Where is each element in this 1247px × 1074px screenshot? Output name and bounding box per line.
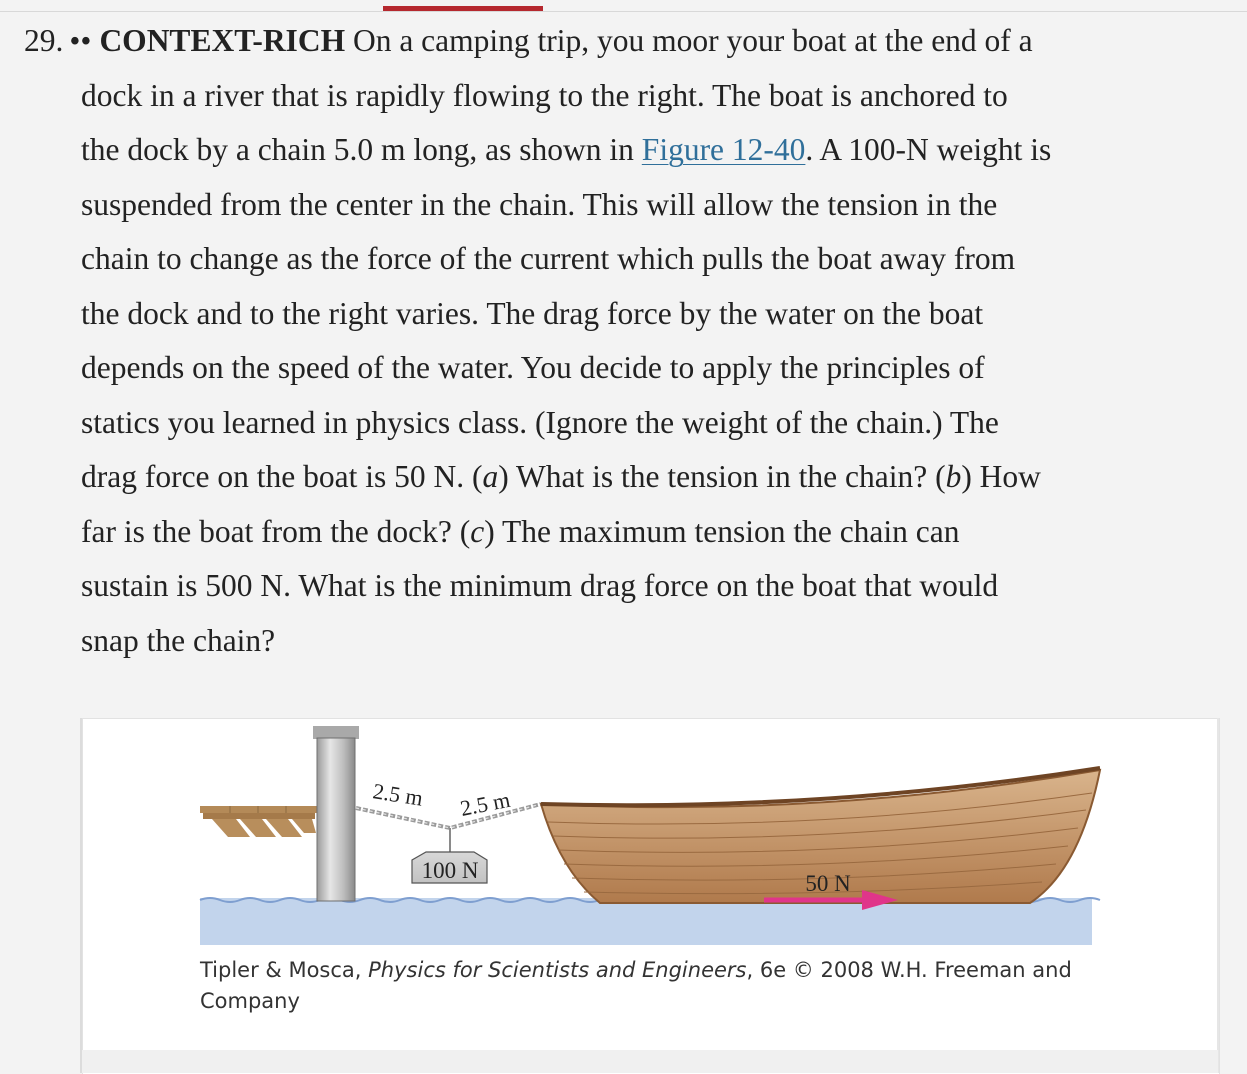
- problem-line-2: dock in a river that is rapidly flowing to the right. The boat is anchored to: [81, 77, 1008, 113]
- dock: [200, 806, 318, 837]
- part-b-label: b: [945, 459, 962, 494]
- caption-line-1: [200, 955, 1100, 986]
- problem-number: 29.: [24, 23, 64, 58]
- line-9-part-1: drag force on the boat is 50 N. (: [81, 459, 483, 494]
- line-10-part-2: ) The maximum tension the chain can: [484, 513, 960, 549]
- problem-line-7: depends on the speed of the water. You decide to apply the principles of: [81, 350, 985, 385]
- left-length-label: 2.5 m: [371, 778, 425, 811]
- weight-label: 100 N: [421, 858, 479, 883]
- figure-caption: [200, 955, 1100, 1017]
- caption-authors: Tipler & Mosca,: [200, 958, 369, 982]
- water: [200, 898, 1092, 945]
- right-length-label: 2.5 m: [458, 786, 513, 821]
- figure-link[interactable]: Figure 12-40: [641, 132, 806, 167]
- caption-publisher: , 6e © 2008 W.H. Freeman and: [746, 958, 1072, 982]
- problem-line-11: sustain is 500 N. What is the minimum drag force on the boat that would: [81, 568, 999, 603]
- difficulty-dots: ••: [69, 23, 92, 58]
- problem-line-4: suspended from the center in the chain. This will allow the tension in the: [81, 186, 998, 222]
- chain: [356, 804, 541, 852]
- problem-line-6: the dock and to the right varies. The drag force by the water on the boat: [81, 295, 984, 331]
- caption-line-2: Company: [200, 989, 300, 1013]
- part-c-label: c: [470, 513, 485, 549]
- line-3-before: the dock by a chain 5.0 m long, as shown in: [81, 132, 642, 167]
- line-10-part-1: far is the boat from the dock? (: [81, 513, 471, 549]
- part-a-label: a: [482, 459, 499, 494]
- problem-tag: CONTEXT-RICH: [99, 23, 346, 58]
- problem-line-8: statics you learned in physics class. (Ignore the weight of the chain.) The: [81, 404, 999, 440]
- problem-line-12: snap the chain?: [81, 622, 276, 658]
- line-3-after: . A 100-N weight is: [805, 132, 1052, 167]
- drag-force-label: 50 N: [805, 871, 851, 896]
- problem-line-1-text: On a camping trip, you moor your boat at the end of a: [352, 23, 1033, 58]
- line-9-part-2: ) What is the tension in the chain? (: [498, 459, 946, 494]
- dock-post: [313, 726, 359, 901]
- problem-line-5: chain to change as the force of the current which pulls the boat away from: [81, 241, 1016, 276]
- caption-book-title: Physics for Scientists and Engineers: [368, 958, 747, 982]
- line-9-part-3: ) How: [961, 459, 1041, 494]
